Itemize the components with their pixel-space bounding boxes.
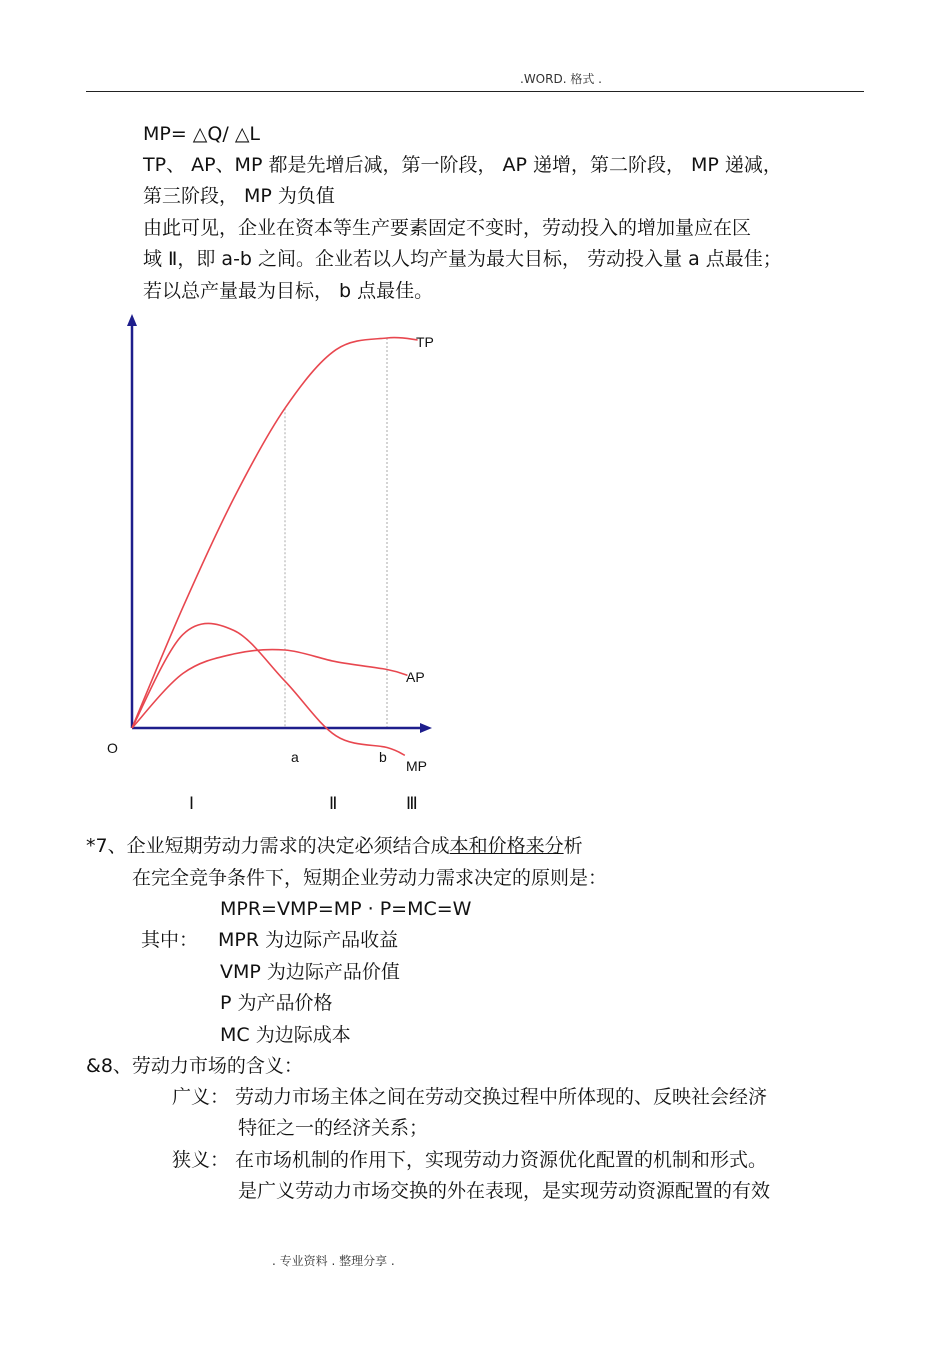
series-label-mp: MP (406, 758, 427, 774)
section7-title-underlined: 本和价格来分 (449, 835, 564, 857)
stage-label-1: Ⅰ (189, 794, 195, 810)
narrow-line-1: 在市场机制的作用下，实现劳动力资源优化配置的机制和形式。 (235, 1149, 768, 1171)
stage-label-2: Ⅱ (329, 794, 338, 810)
x-axis-arrow (420, 723, 432, 733)
broad-label: 广义： (172, 1086, 230, 1108)
x-marker-b: b (379, 749, 387, 765)
narrow-label: 狭义： (172, 1149, 230, 1171)
production-stages-chart (0, 310, 950, 810)
page-header: .WORD. 格式 . (520, 72, 602, 86)
def-p: P 为产品价格 (220, 992, 333, 1014)
curve-mp (132, 623, 405, 755)
series-label-ap: AP (406, 669, 425, 685)
header-rule (86, 91, 864, 92)
body-line-3: 第三阶段， MP 为负值 (143, 185, 335, 207)
section7-formula: MPR=VMP=MP · P=MC=W (220, 898, 472, 920)
def-vmp: VMP 为边际产品价值 (220, 961, 400, 983)
broad-line-1: 劳动力市场主体之间在劳动交换过程中所体现的、反映社会经济 (235, 1086, 768, 1108)
origin-label: O (107, 740, 118, 756)
stage-label-3: Ⅲ (406, 794, 418, 810)
section7-title-part1: *7、企业短期劳动力需求的决定必须结合成 (86, 835, 450, 857)
y-axis-arrow (127, 314, 137, 326)
where-label: 其中： (141, 929, 199, 951)
page-footer: . 专业资料 . 整理分享 . (272, 1254, 395, 1268)
body-line-4: 由此可见，企业在资本等生产要素固定不变时，劳动投入的增加量应在区 (143, 217, 752, 239)
narrow-line-2: 是广义劳动力市场交换的外在表现，是实现劳动资源配置的有效 (238, 1180, 771, 1202)
curve-ap (132, 650, 407, 728)
series-label-tp: TP (416, 334, 434, 350)
section7-title (86, 836, 583, 856)
x-marker-a: a (291, 749, 299, 765)
body-line-2: TP、 AP、MP 都是先增后减，第一阶段， AP 递增，第二阶段， MP 递减， (143, 154, 782, 176)
def-mc: MC 为边际成本 (220, 1024, 351, 1046)
body-line-6: 若以总产量最为目标， b 点最佳。 (143, 280, 434, 302)
section7-intro: 在完全竞争条件下，短期企业劳动力需求决定的原则是： (132, 867, 608, 889)
section7-title-part2: 析 (563, 835, 583, 857)
formula-mp: MP= △Q/ △L (143, 123, 261, 145)
broad-line-2: 特征之一的经济关系； (238, 1117, 429, 1139)
def-mpr: MPR 为边际产品收益 (218, 929, 399, 951)
section8-title: &8、劳动力市场的含义： (86, 1055, 303, 1077)
body-line-5: 域 Ⅱ，即 a-b 之间。企业若以人均产量为最大目标， 劳动投入量 a 点最佳； (143, 248, 782, 270)
